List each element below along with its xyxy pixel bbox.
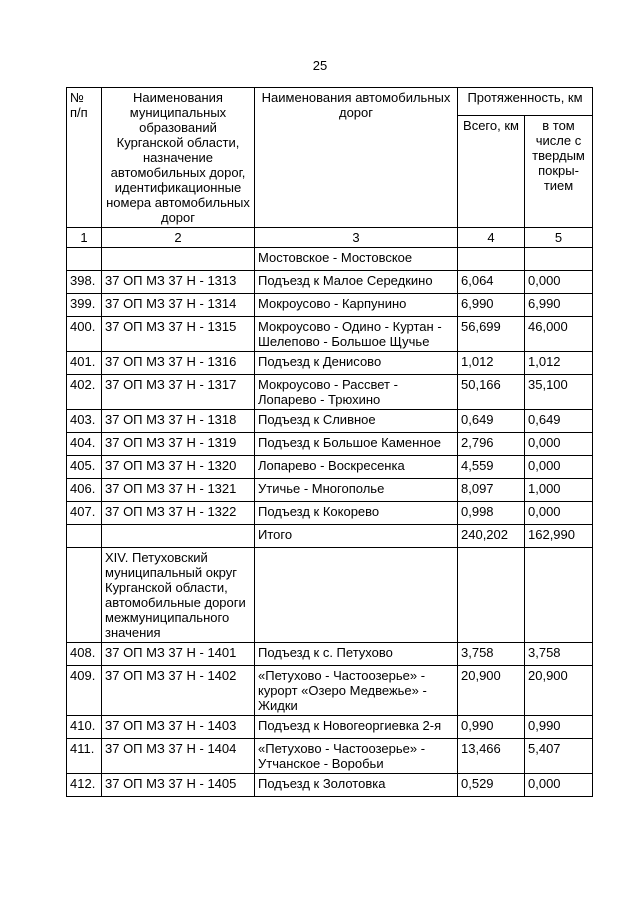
row-number: 410. (67, 716, 102, 739)
road-name: Мостовское - Мостовское (255, 248, 458, 271)
header-municipality: Наименования муниципальных образований Курганской области, назначение автомобильных дорог, идентификационные номера автомобильных дорог (102, 88, 255, 228)
length-total: 13,466 (458, 739, 525, 774)
length-total: 0,990 (458, 716, 525, 739)
road-name: Утичье - Многополье (255, 479, 458, 502)
road-name: «Петухово - Частоозерье» - курорт «Озеро Медвежье» - Жидки (255, 666, 458, 716)
table-row (67, 271, 593, 294)
column-number: 4 (458, 228, 525, 248)
road-name: Лопарево - Воскресенка (255, 456, 458, 479)
table-row (67, 548, 593, 643)
row-number: 400. (67, 317, 102, 352)
road-name: Подъезд к Новогеоргиевка 2-я (255, 716, 458, 739)
table-row (67, 666, 593, 716)
row-number (67, 248, 102, 271)
header-hard-surface: в том числе с твердым покры-тием (525, 116, 593, 228)
road-name: Мокроусово - Одино - Куртан - Шелепово - Большое Щучье (255, 317, 458, 352)
row-number: 404. (67, 433, 102, 456)
length-total (458, 248, 525, 271)
row-number: 407. (67, 502, 102, 525)
table-row (67, 433, 593, 456)
table-row (67, 352, 593, 375)
column-number: 2 (102, 228, 255, 248)
header-length: Протяженность, км (458, 88, 593, 116)
table-row (67, 248, 593, 271)
road-id: 37 ОП МЗ 37 Н - 1401 (102, 643, 255, 666)
row-number: 406. (67, 479, 102, 502)
length-hard-surface: 0,000 (525, 502, 593, 525)
row-number: 403. (67, 410, 102, 433)
length-total: 56,699 (458, 317, 525, 352)
header-number: № п/п (67, 88, 102, 228)
length-total: 1,012 (458, 352, 525, 375)
road-id: 37 ОП МЗ 37 Н - 1316 (102, 352, 255, 375)
road-id: 37 ОП МЗ 37 Н - 1313 (102, 271, 255, 294)
road-id: 37 ОП МЗ 37 Н - 1314 (102, 294, 255, 317)
road-id: 37 ОП МЗ 37 Н - 1317 (102, 375, 255, 410)
length-total: 2,796 (458, 433, 525, 456)
row-number: 405. (67, 456, 102, 479)
road-name: Мокроусово - Карпунино (255, 294, 458, 317)
row-number: 412. (67, 774, 102, 797)
length-hard-surface (525, 548, 593, 643)
length-total: 8,097 (458, 479, 525, 502)
row-number (67, 548, 102, 643)
length-hard-surface: 0,649 (525, 410, 593, 433)
row-number: 402. (67, 375, 102, 410)
road-id: 37 ОП МЗ 37 Н - 1322 (102, 502, 255, 525)
length-hard-surface: 0,000 (525, 433, 593, 456)
table-row (67, 456, 593, 479)
road-id: 37 ОП МЗ 37 Н - 1402 (102, 666, 255, 716)
road-name: Подъезд к Золотовка (255, 774, 458, 797)
road-name: Подъезд к Малое Середкино (255, 271, 458, 294)
length-total: 3,758 (458, 643, 525, 666)
road-id: 37 ОП МЗ 37 Н - 1315 (102, 317, 255, 352)
table-row (67, 317, 593, 352)
length-total: 0,998 (458, 502, 525, 525)
road-id: 37 ОП МЗ 37 Н - 1320 (102, 456, 255, 479)
length-total: 20,900 (458, 666, 525, 716)
column-number-row (67, 228, 593, 248)
length-hard-surface: 20,900 (525, 666, 593, 716)
table-row (67, 375, 593, 410)
road-id: 37 ОП МЗ 37 Н - 1321 (102, 479, 255, 502)
length-hard-surface: 0,000 (525, 774, 593, 797)
road-name: Подъезд к Денисово (255, 352, 458, 375)
length-hard-surface: 3,758 (525, 643, 593, 666)
row-number: 411. (67, 739, 102, 774)
length-total (458, 548, 525, 643)
length-hard-surface: 0,000 (525, 271, 593, 294)
length-hard-surface: 1,000 (525, 479, 593, 502)
length-total: 0,529 (458, 774, 525, 797)
length-total: 0,649 (458, 410, 525, 433)
road-name: Подъезд к Кокорево (255, 502, 458, 525)
road-id: XIV. Петуховский муниципальный округ Курганской области, автомобильные дороги межмуниципального значения (102, 548, 255, 643)
road-id: 37 ОП МЗ 37 Н - 1405 (102, 774, 255, 797)
road-name: «Петухово - Частоозерье» - Утчанское - Воробьи (255, 739, 458, 774)
header-road-name: Наименования автомобильных дорог (255, 88, 458, 228)
length-hard-surface: 162,990 (525, 525, 593, 548)
road-name: Подъезд к с. Петухово (255, 643, 458, 666)
header-row (67, 88, 593, 116)
column-number: 3 (255, 228, 458, 248)
road-name: Мокроусово - Рассвет - Лопарево - Трюхино (255, 375, 458, 410)
table-row (67, 716, 593, 739)
length-hard-surface: 6,990 (525, 294, 593, 317)
length-hard-surface: 0,000 (525, 456, 593, 479)
row-number: 409. (67, 666, 102, 716)
road-id (102, 248, 255, 271)
page-number: 25 (312, 58, 328, 73)
table-row (67, 774, 593, 797)
row-number: 398. (67, 271, 102, 294)
column-number: 5 (525, 228, 593, 248)
row-number (67, 525, 102, 548)
table-row (67, 479, 593, 502)
table-row (67, 525, 593, 548)
road-name: Итого (255, 525, 458, 548)
road-id: 37 ОП МЗ 37 Н - 1319 (102, 433, 255, 456)
table-row (67, 739, 593, 774)
table-row (67, 502, 593, 525)
length-total: 6,990 (458, 294, 525, 317)
length-hard-surface: 5,407 (525, 739, 593, 774)
length-total: 50,166 (458, 375, 525, 410)
road-id: 37 ОП МЗ 37 Н - 1318 (102, 410, 255, 433)
row-number: 401. (67, 352, 102, 375)
road-id (102, 525, 255, 548)
length-total: 240,202 (458, 525, 525, 548)
length-hard-surface (525, 248, 593, 271)
roads-table (66, 87, 593, 797)
length-hard-surface: 35,100 (525, 375, 593, 410)
length-hard-surface: 0,990 (525, 716, 593, 739)
table-row (67, 294, 593, 317)
table-row (67, 643, 593, 666)
column-number: 1 (67, 228, 102, 248)
length-total: 6,064 (458, 271, 525, 294)
road-id: 37 ОП МЗ 37 Н - 1403 (102, 716, 255, 739)
road-name: Подъезд к Большое Каменное (255, 433, 458, 456)
road-name: Подъезд к Сливное (255, 410, 458, 433)
header-total: Всего, км (458, 116, 525, 228)
table-row (67, 410, 593, 433)
length-hard-surface: 1,012 (525, 352, 593, 375)
length-total: 4,559 (458, 456, 525, 479)
length-hard-surface: 46,000 (525, 317, 593, 352)
road-id: 37 ОП МЗ 37 Н - 1404 (102, 739, 255, 774)
road-name (255, 548, 458, 643)
row-number: 399. (67, 294, 102, 317)
row-number: 408. (67, 643, 102, 666)
